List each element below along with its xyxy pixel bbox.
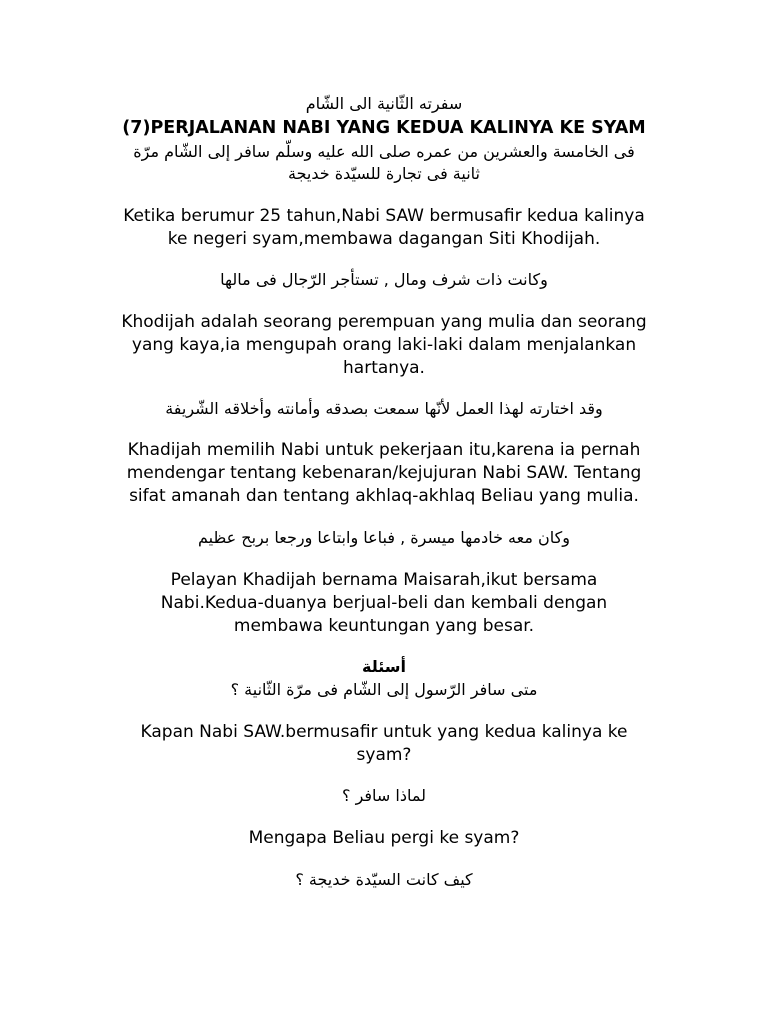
paragraph2-line-2: yang kaya,ia mengupah orang laki-laki dalam menjalankan	[131, 335, 637, 355]
paragraph2-line-3: hartanya.	[343, 358, 425, 378]
paragraph3-line-3: sifat amanah dan tentang akhlaq-akhlaq Beliau yang mulia.	[129, 486, 639, 506]
paragraph3-line-1: Khadijah memilih Nabi untuk pekerjaan itu,karena ia pernah	[127, 440, 641, 460]
paragraph4-line-2: Nabi.Kedua-duanya berjual-beli dan kembali dengan	[160, 593, 608, 613]
intro-arabic-line-2: ثانية فى تجارة للسيّدة خديجة	[288, 164, 480, 183]
question1-arabic: متى سافر الرّسول إلى الشّام فى مرّة الثّانية ؟	[230, 680, 538, 699]
question1-text-line-2: syam?	[356, 745, 412, 765]
paragraph1-line-1: Ketika berumur 25 tahun,Nabi SAW bermusafir kedua kalinya	[123, 206, 645, 226]
questions-heading: أسئلة	[362, 657, 406, 676]
arabic-paragraph-4: وكان معه خادمها ميسرة , فباعا وابتاعا ورجعا بربح عظيم	[198, 528, 570, 547]
arabic-paragraph-2: وكانت ذات شرف ومال , تستأجر الرّجال فى مالها	[220, 270, 548, 289]
page-title: (7)PERJALANAN NABI YANG KEDUA KALINYA KE SYAM	[122, 118, 646, 138]
question2-arabic: لماذا سافر ؟	[342, 786, 426, 805]
paragraph2-line-1: Khodijah adalah seorang perempuan yang mulia dan seorang	[121, 312, 647, 332]
intro-arabic-line-1: فى الخامسة والعشرين من عمره صلى الله عليه وسلّم سافر إلى الشّام مرّة	[133, 142, 635, 161]
question3-arabic: كيف كانت السيّدة خديجة ؟	[295, 870, 473, 889]
paragraph3-line-2: mendengar tentang kebenaran/kejujuran Nabi SAW. Tentang	[126, 463, 642, 483]
question1-text-line-1: Kapan Nabi SAW.bermusafir untuk yang kedua kalinya ke	[140, 722, 628, 742]
paragraph4-line-1: Pelayan Khadijah bernama Maisarah,ikut bersama	[170, 570, 598, 590]
question2-text: Mengapa Beliau pergi ke syam?	[248, 828, 520, 848]
subtitle-arabic: سفرته الثّانية الى الشّام	[305, 94, 463, 113]
arabic-paragraph-3: وقد اختارته لهذا العمل لأنّها سمعت بصدقه وأمانته وأخلاقه الشّريفة	[165, 399, 603, 418]
paragraph4-line-3: membawa keuntungan yang besar.	[233, 616, 535, 636]
paragraph1-line-2: ke negeri syam,membawa dagangan Siti Khodijah.	[167, 229, 601, 249]
